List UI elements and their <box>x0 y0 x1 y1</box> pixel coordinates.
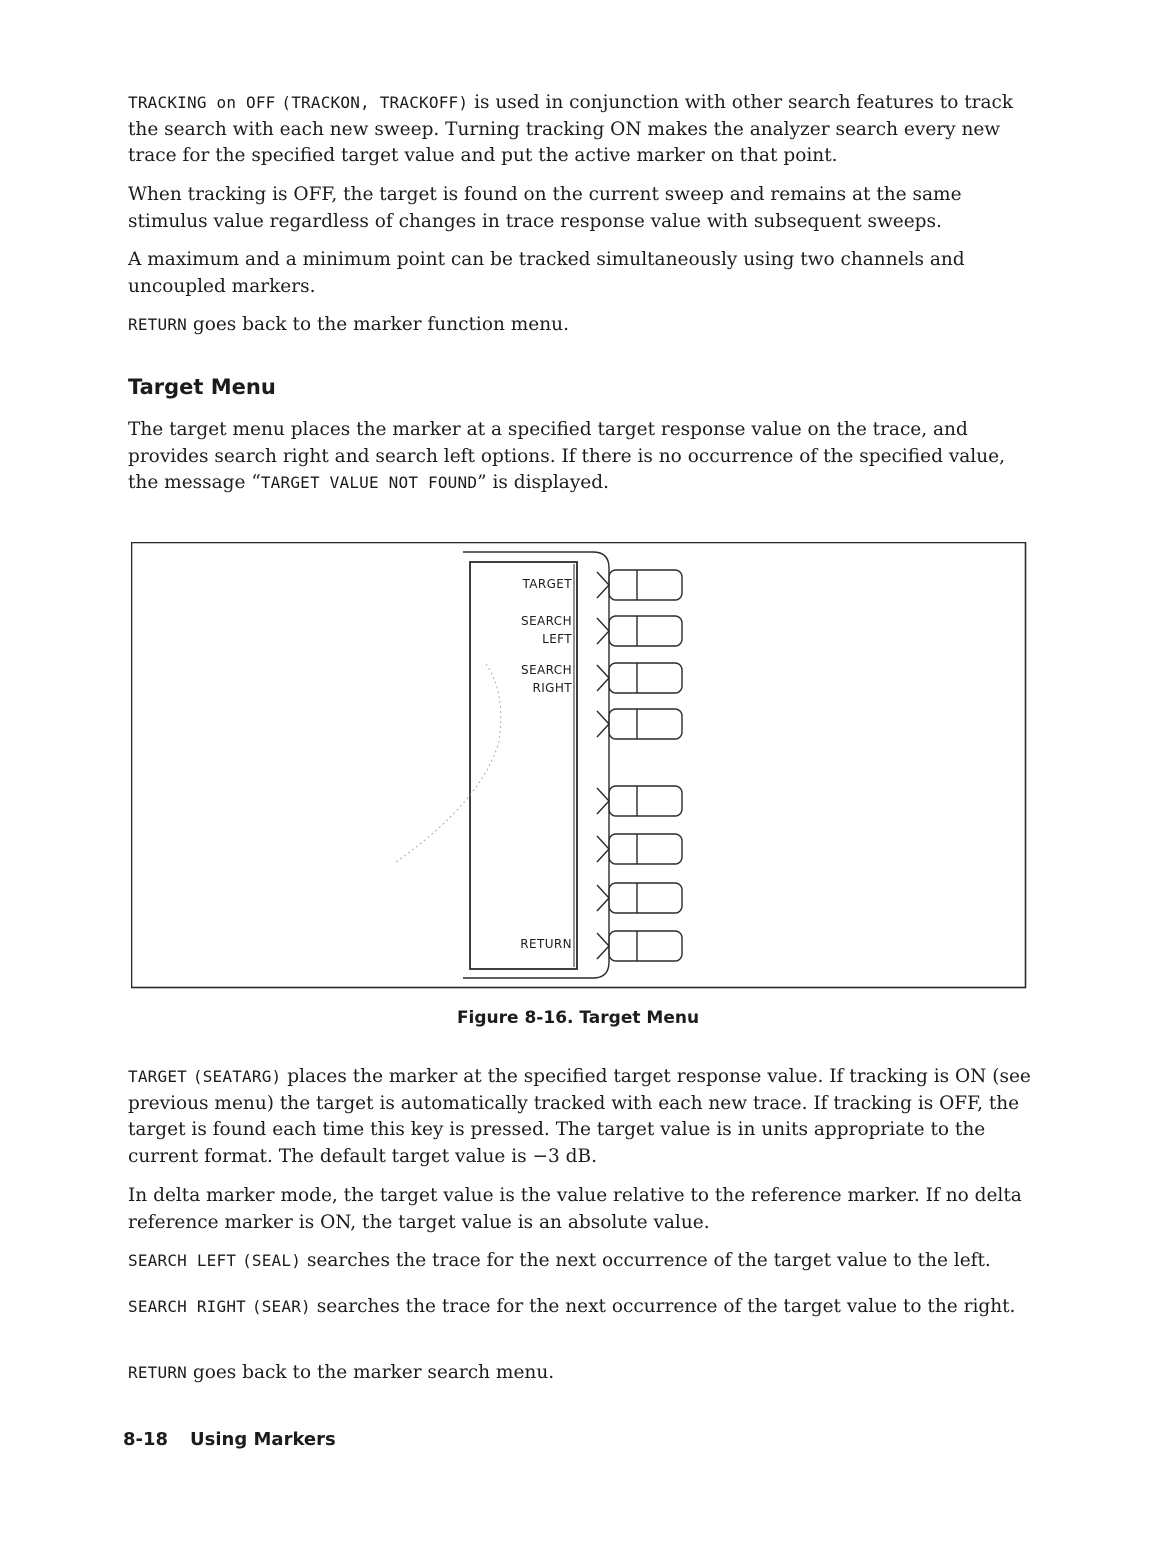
softkey-button-6[interactable] <box>597 834 682 864</box>
tracking-paragraph <box>128 90 1033 170</box>
footer-section-title: Using Markers <box>190 1429 336 1450</box>
softkey-button-3[interactable] <box>597 663 682 693</box>
softkey-label-search-right-1: SEARCH <box>521 663 572 677</box>
figure-caption: Figure 8-16. Target Menu <box>456 1008 700 1028</box>
search-right-softkey-ref: SEARCH RIGHT <box>128 1297 246 1316</box>
decorative-trace <box>396 664 501 862</box>
search-left-softkey-ref: SEARCH LEFT <box>128 1251 237 1270</box>
return-function-paragraph <box>128 312 1033 339</box>
softkey-label-search-left-2: LEFT <box>542 632 572 646</box>
tracking-mnemonic: (TRACKON, TRACKOFF) <box>281 93 469 112</box>
return-search-paragraph <box>128 1360 1033 1387</box>
softkey-button-7[interactable] <box>597 883 682 913</box>
return-softkey-ref-2: RETURN <box>128 1363 187 1382</box>
section-heading: Target Menu <box>128 375 276 399</box>
page-footer <box>123 1429 336 1450</box>
softkey-label-search-left-1: SEARCH <box>521 614 572 628</box>
target-mnemonic: (SEATARG) <box>192 1067 282 1086</box>
softkey-button-4[interactable] <box>597 709 682 739</box>
softkey-label-return: RETURN <box>520 937 572 951</box>
page-number: 8-18 <box>123 1429 169 1450</box>
delta-paragraph: In delta marker mode, the target value is the value relative to the reference marker. If no delta reference marker is ON, the target value is an absolute value. <box>128 1185 1022 1233</box>
softkey-button-8[interactable] <box>597 931 682 961</box>
target-text: places the marker at the specified target response value. If tracking is ON (see previous menu) the target is automatically tracked with each new trace. If tracking is OFF, the target is found each time this key is pressed. The target value is in units appropriate to the current format. The default target value is −3 dB. <box>128 1066 1031 1167</box>
search-left-paragraph <box>128 1248 1033 1275</box>
softkey-label-target: TARGET <box>522 577 572 591</box>
search-right-text: searches the trace for the next occurrence of the target value to the right. <box>310 1296 1016 1317</box>
target-paragraph <box>128 1064 1033 1170</box>
max-min-paragraph: A maximum and a minimum point can be tracked simultaneously using two channels and uncoupled markers. <box>128 249 965 297</box>
tracking-text: is used in conjunction with other search features to track the search with each new sweep. Turning tracking ON makes the analyzer search every new trace for the specified target value and put the active marker on that point. <box>128 92 1014 166</box>
figure-frame <box>132 543 1026 988</box>
search-left-mnemonic: (SEAL) <box>242 1251 302 1270</box>
softkey-buttons <box>597 570 682 961</box>
return-function-text: goes back to the marker function menu. <box>187 314 569 335</box>
search-right-paragraph <box>128 1294 1033 1321</box>
softkey-label-search-right-2: RIGHT <box>532 681 572 695</box>
intro-text-after: ” is displayed. <box>477 472 609 493</box>
search-right-mnemonic: (SEAR) <box>251 1297 311 1316</box>
search-left-text: searches the trace for the next occurrence of the target value to the left. <box>301 1250 991 1271</box>
target-menu-intro <box>128 417 1033 497</box>
target-softkey-ref: TARGET <box>128 1067 187 1086</box>
softkey-button-5[interactable] <box>597 786 682 816</box>
target-not-found-message: TARGET VALUE NOT FOUND <box>260 473 478 492</box>
return-search-text: goes back to the marker search menu. <box>187 1362 555 1383</box>
softkey-button-2[interactable] <box>597 616 682 646</box>
intro-text-before: The target menu places the marker at a specified target response value on the trace, and provides search right and search left options. If there is no occurrence of the specified value, the message “ <box>128 419 1005 493</box>
target-menu-figure <box>131 542 1027 994</box>
tracking-softkey-ref: TRACKING on OFF <box>128 93 276 112</box>
tracking-off-paragraph: When tracking is OFF, the target is found on the current sweep and remains at the same stimulus value regardless of changes in trace response value with subsequent sweeps. <box>128 184 962 232</box>
return-softkey-ref: RETURN <box>128 315 187 334</box>
softkey-button-1[interactable] <box>597 570 682 600</box>
